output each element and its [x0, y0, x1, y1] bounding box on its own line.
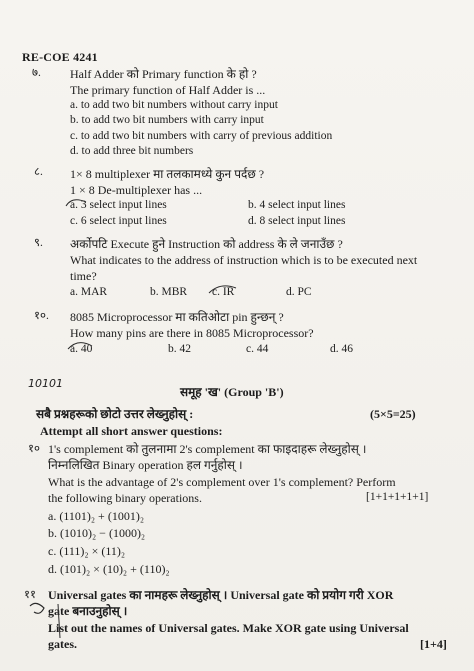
- question-marks: [1+1+1+1+1]: [366, 491, 429, 503]
- question-line-3: What is the advantage of 2's complement over 1's complement? Perform: [48, 475, 396, 489]
- operation-a: a. (1101)₂ + (1001)₂: [48, 509, 144, 523]
- question-english: The primary function of Half Adder is ...: [70, 83, 266, 97]
- operation-d: d. (101)₂ × (10)₂ + (110)₂: [48, 562, 170, 576]
- question-nepali: Half Adder को Primary function के हो ?: [70, 67, 257, 81]
- instructions-nepali: सबै प्रश्नहरूको छोटो उत्तर लेख्नुहोस् :: [36, 407, 194, 421]
- paper-code: RE-COE 4241: [22, 50, 98, 64]
- question-line-2: gate बनाउनुहोस् ।: [48, 604, 128, 618]
- question-number: ९.: [34, 237, 43, 249]
- option-d: d. 46: [330, 343, 353, 355]
- instructions-english: Attempt all short answer questions:: [40, 424, 223, 438]
- question-english: What indicates to the address of instruction which is to be executed next: [70, 253, 418, 267]
- question-number: ८.: [34, 166, 43, 178]
- question-line-4: the following binary operations.: [48, 491, 202, 505]
- question-number: ११: [24, 589, 36, 601]
- option-c: c. 6 select input lines: [70, 215, 167, 227]
- option-b: b. 42: [168, 343, 191, 355]
- question-line-4: gates.: [48, 637, 77, 651]
- option-d: d. 8 select input lines: [248, 215, 346, 227]
- option-c: c. IR: [212, 286, 235, 298]
- pen-circle-mark: [209, 286, 236, 293]
- question-marks: [1+4]: [420, 637, 447, 651]
- question-number: १०.: [34, 310, 49, 322]
- question-line-2: निम्नलिखित Binary operation हल गर्नुहोस् ।: [48, 458, 243, 472]
- question-line-3: List out the names of Universal gates. Make XOR gate using Universal: [48, 621, 409, 635]
- question-nepali: 8085 Microprocessor मा कतिओटा pin हुन्छन् ?: [70, 310, 284, 324]
- group-title: समूह 'ख' (Group 'B'): [180, 385, 284, 399]
- option-b: b. 4 select input lines: [248, 199, 346, 211]
- option-c: c. to add two bit numbers with carry of previous addition: [70, 130, 333, 142]
- option-b: b. MBR: [150, 286, 188, 298]
- operation-c: c. (111)₂ × (11)₂: [48, 544, 126, 558]
- pen-bracket-line: [58, 604, 60, 638]
- option-d: d. to add three bit numbers: [70, 145, 194, 157]
- pen-circle-mark: [68, 343, 92, 349]
- option-c: c. 44: [246, 343, 269, 355]
- question-english-cont: time?: [70, 269, 97, 283]
- option-a: a. 3 select input lines: [70, 199, 167, 211]
- operation-b: b. (1010)₂ − (1000)₂: [48, 526, 146, 540]
- question-english: How many pins are there in 8085 Microprocessor?: [70, 326, 314, 340]
- instructions-marks: (5×5=25): [370, 407, 416, 421]
- option-a: a. to add two bit numbers without carry input: [70, 99, 278, 111]
- option-a: a. 40: [70, 343, 93, 355]
- question-nepali: 1× 8 multiplexer मा तलकामध्ये कुन पर्दछ ?: [70, 167, 265, 181]
- question-nepali: अर्कोपटि Execute हुने Instruction को address के ले जनाउँछ ?: [70, 237, 343, 251]
- pen-circle-mark: [66, 200, 86, 206]
- option-b: b. to add two bit numbers with carry input: [70, 114, 264, 126]
- question-number: १०: [28, 443, 40, 455]
- question-line-1: Universal gates का नामहरू लेख्नुहोस् । Universal gate को प्रयोग गरी XOR: [48, 588, 394, 602]
- question-number: ७.: [32, 67, 41, 79]
- pen-scribble: [30, 603, 44, 613]
- question-line-1: 1's complement को तुलनामा 2's complement का फाइदाहरू लेख्नुहोस् ।: [48, 442, 367, 456]
- handwritten-note: 10101: [28, 377, 63, 390]
- option-a: a. MAR: [70, 286, 108, 298]
- question-english: 1 × 8 De-multiplexer has ...: [70, 183, 203, 197]
- option-d: d. PC: [286, 286, 312, 298]
